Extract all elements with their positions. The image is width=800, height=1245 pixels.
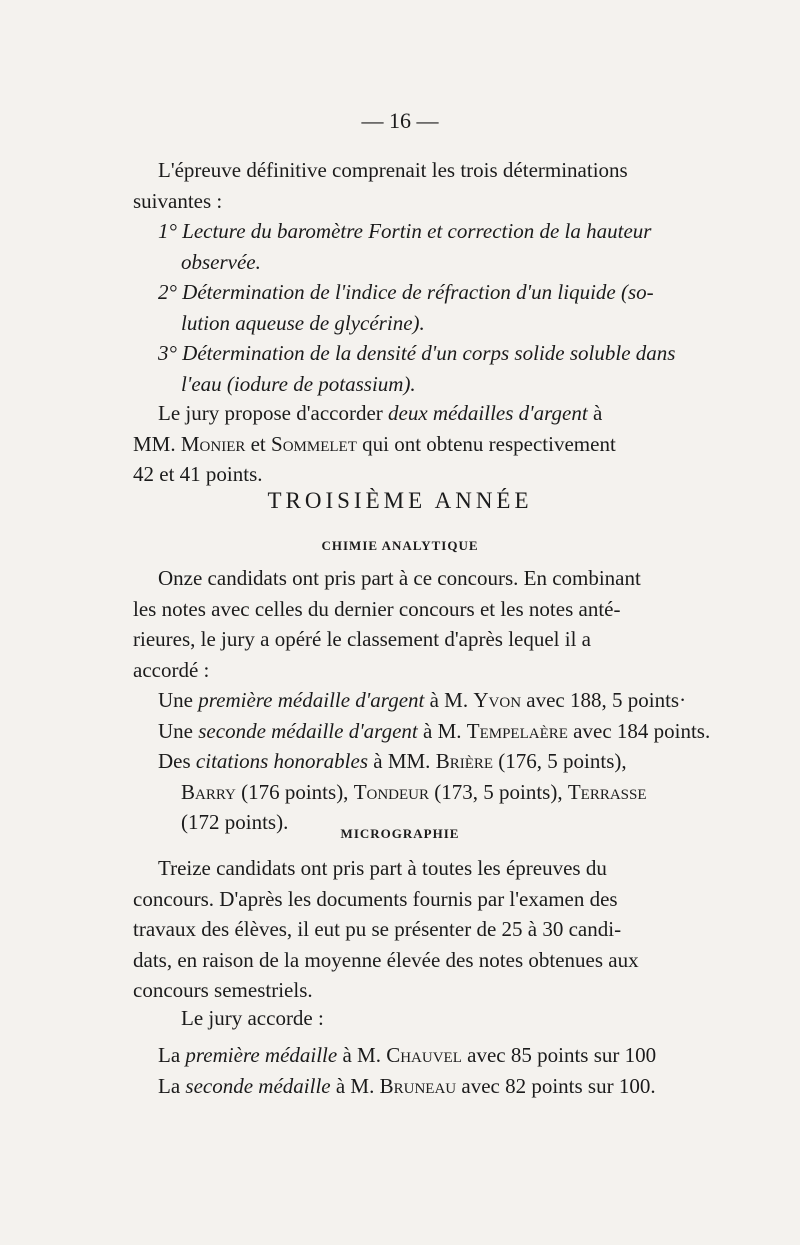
chimie-paragraph (133, 563, 678, 685)
text-run: à M. (424, 688, 474, 712)
subsection-title: CHIMIE ANALYTIQUE (321, 538, 479, 553)
text-run: Des (158, 749, 196, 773)
person-name: Bruneau (379, 1073, 457, 1098)
jury-proposal-paragraph (133, 398, 678, 490)
item-continuation: lution aqueuse de glycérine). (181, 310, 425, 335)
text-line: concours. D'après les documents fournis par l'examen des (133, 886, 618, 911)
text-line: les notes avec celles du dernier concours et les notes anté- (133, 596, 621, 621)
award-line (133, 1071, 678, 1102)
text-line: accordé : (133, 657, 210, 682)
item-text: Détermination de la densité d'un corps solide soluble dans (182, 341, 676, 365)
micrographie-paragraph (133, 853, 678, 1006)
list-item (133, 338, 678, 369)
text-run: avec 85 points sur 100 (461, 1043, 657, 1067)
text-run: avec 82 points sur 100. (456, 1073, 656, 1098)
award-emphasis: première médaille d'argent (198, 688, 425, 712)
text-run: (176, 5 points), (493, 749, 627, 773)
award-line (133, 777, 678, 808)
person-name: Monier (180, 431, 246, 456)
award-emphasis: citations honorables (195, 749, 369, 773)
micrographie-awards (133, 1040, 678, 1101)
text-run: et (245, 431, 272, 456)
item-continuation: l'eau (iodure de potassium). (181, 371, 416, 396)
text-run: avec 188, 5 points· (521, 688, 687, 712)
text-line (133, 429, 678, 460)
person-name: Yvon (473, 688, 522, 712)
text-run: Le jury propose d'accorder (158, 401, 389, 425)
item-number: 1° (158, 219, 177, 243)
text-line: travaux des élèves, il eut pu se présenter de 25 à 30 candi- (133, 917, 622, 941)
item-text: Détermination de l'indice de réfraction d'un liquide (so- (182, 280, 654, 304)
text-run: Une (158, 688, 199, 712)
text-line: L'épreuve définitive comprenait les trois déterminations (158, 158, 628, 182)
person-name: Tondeur (353, 779, 430, 804)
item-continuation: observée. (181, 249, 261, 274)
text-run: avec 184 points. (567, 718, 711, 743)
text-run: à M. (330, 1073, 380, 1098)
text-run: (173, 5 points), (429, 779, 568, 804)
intro-paragraph (133, 155, 678, 216)
text-run: (176 points), (235, 779, 354, 804)
text-run: à M. (417, 718, 467, 743)
section-title: TROISIÈME ANNÉE (267, 488, 533, 513)
award-emphasis: première médaille (185, 1043, 338, 1067)
text-line: 42 et 41 points. (133, 462, 263, 486)
text-line: Le jury accorde : (181, 1006, 324, 1030)
text-run: Une (158, 718, 199, 743)
text-run: à M. (337, 1043, 387, 1067)
person-name: Sommelet (271, 431, 357, 456)
item-number: 3° (158, 341, 177, 365)
list-item (133, 216, 678, 247)
text-line: suivantes : (133, 188, 223, 213)
person-name: Tempelaère (466, 718, 568, 743)
jury-accorde-paragraph (133, 1003, 678, 1034)
text-line: dats, en raison de la moyenne élevée des notes obtenues aux (133, 947, 639, 972)
text-line: Onze candidats ont pris part à ce concours. En combinant (158, 566, 641, 590)
award-emphasis: seconde médaille d'argent (198, 718, 418, 743)
chimie-awards (133, 685, 711, 838)
item-number: 2° (158, 280, 177, 304)
text-line (133, 398, 678, 429)
list-item (133, 277, 678, 308)
determination-list (133, 216, 678, 399)
item-text: Lecture du baromètre Fortin et correction de la hauteur (182, 219, 652, 243)
award-line (133, 1040, 678, 1071)
text-run: à (587, 401, 603, 425)
text-run: qui ont obtenu respectivement (356, 431, 616, 456)
subsection-title: MICROGRAPHIE (340, 826, 460, 841)
award-line: (172 points). (181, 810, 289, 834)
text-line: Treize candidats ont pris part à toutes les épreuves du (158, 856, 607, 880)
person-name: Barry (181, 779, 236, 804)
text-line: concours semestriels. (133, 978, 313, 1002)
text-run: MM. (133, 431, 181, 456)
text-run: La (158, 1043, 186, 1067)
person-name: Brière (435, 749, 494, 773)
award-line (133, 685, 687, 716)
award-emphasis: seconde médaille (185, 1073, 331, 1098)
award-line (133, 716, 711, 747)
page-number: — 16 — (361, 108, 439, 133)
person-name: Terrasse (567, 779, 647, 804)
award-line (133, 746, 678, 777)
person-name: Chauvel (386, 1043, 462, 1067)
text-line: rieures, le jury a opéré le classement d'après lequel il a (133, 627, 592, 651)
award-emphasis: deux médailles d'argent (388, 401, 588, 425)
text-run: à MM. (368, 749, 436, 773)
text-run: La (158, 1073, 186, 1098)
